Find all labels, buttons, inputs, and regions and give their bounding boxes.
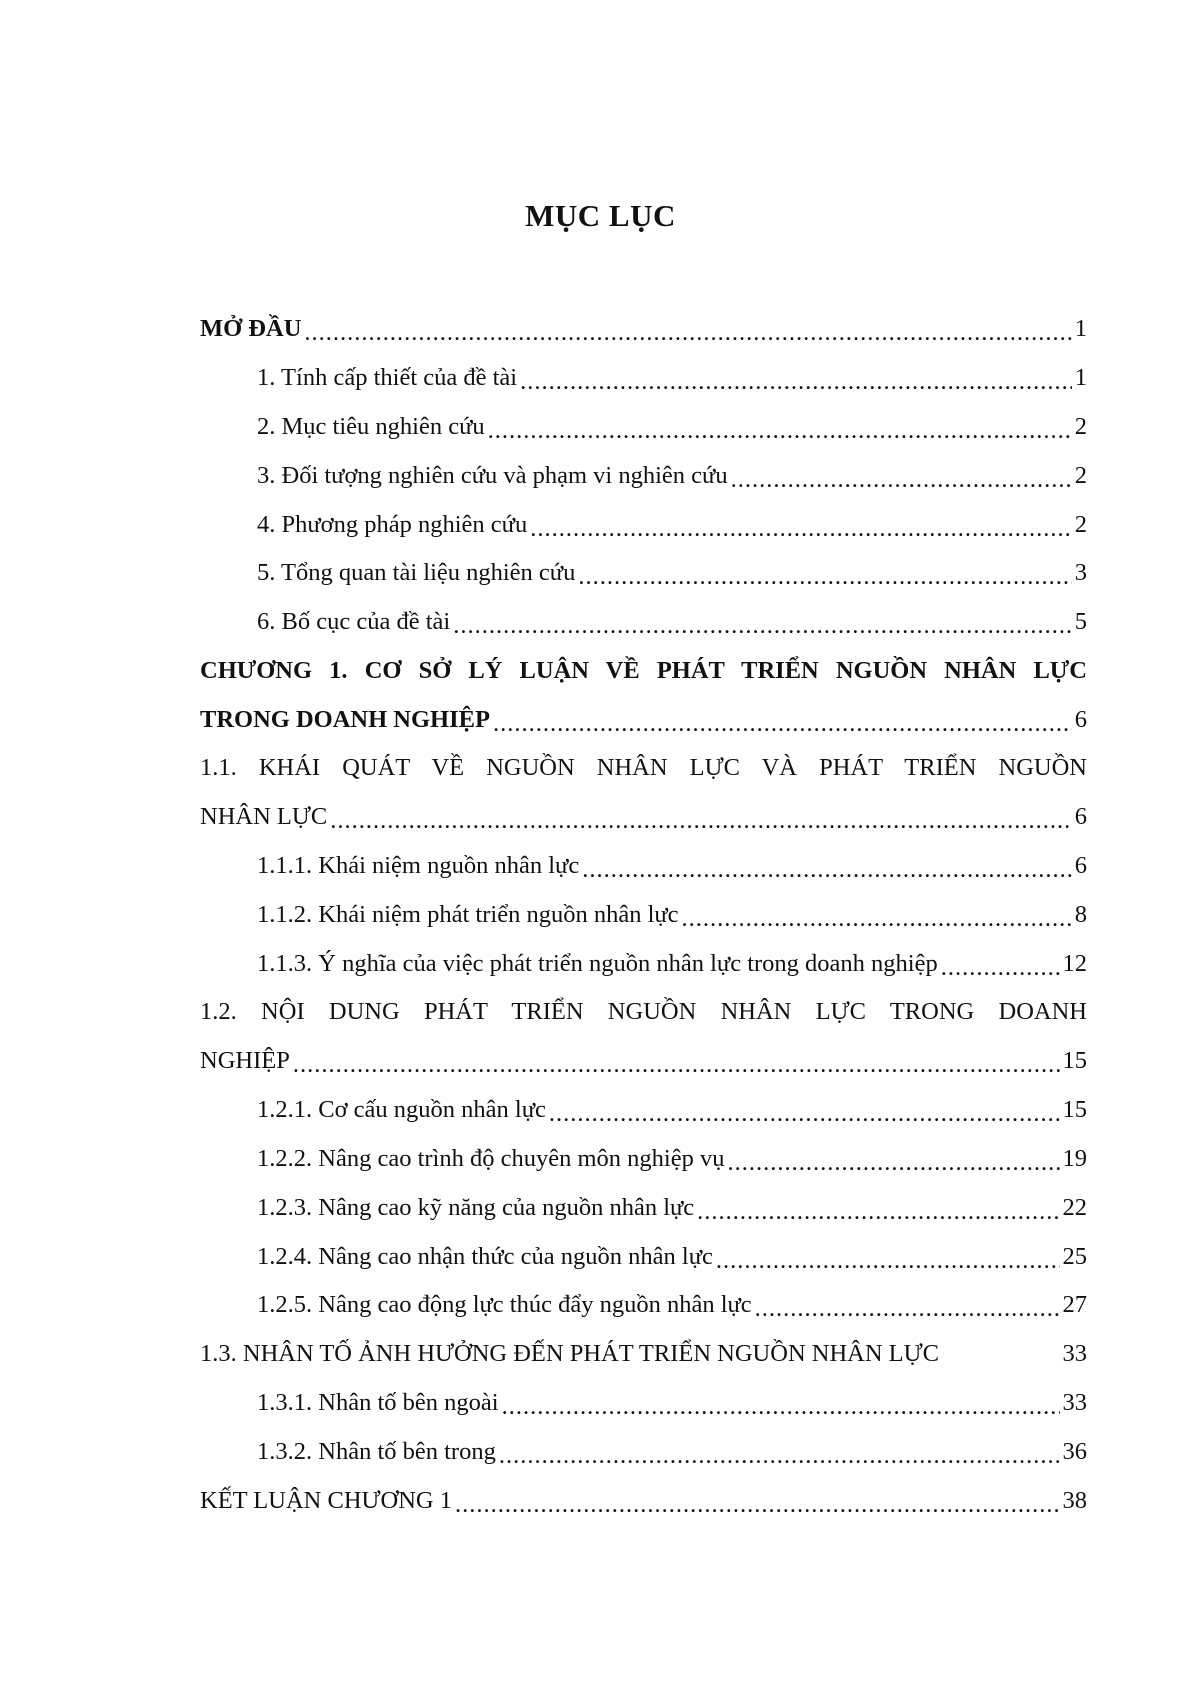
toc-page-number: 15 (1062, 1096, 1087, 1124)
dot-leader (755, 1295, 1060, 1323)
toc-entry-text: CHƯƠNG 1. CƠ SỞ LÝ LUẬN VỀ PHÁT TRIỂN NGUỒN NHÂN LỰC (200, 656, 1087, 684)
toc-entry-section-1-1 (200, 793, 1087, 842)
dot-leader (549, 1100, 1060, 1128)
dot-leader (330, 807, 1072, 835)
toc-entry-text: TRONG DOANH NGHIỆP (200, 705, 490, 733)
toc-entry-text: 1.2.5. Nâng cao động lực thúc đẩy nguồn nhân lực (257, 1291, 752, 1319)
toc-page-number: 2 (1074, 461, 1087, 489)
toc-entry-text: 1.3.1. Nhân tố bên ngoài (257, 1388, 499, 1416)
toc-entry-text: 1.2. NỘI DUNG PHÁT TRIỂN NGUỒN NHÂN LỰC TRONG DOANH (200, 998, 1087, 1026)
toc-page-number: 38 (1062, 1486, 1087, 1514)
toc-entry (200, 403, 1087, 452)
toc-entry-text: 1.3.2. Nhân tố bên trong (257, 1437, 496, 1465)
toc-entry (200, 1183, 1087, 1232)
toc-entry (200, 891, 1087, 940)
toc-entry-text: 1.1.1. Khái niệm nguồn nhân lực (257, 852, 580, 880)
toc-page-number: 22 (1062, 1193, 1087, 1221)
dot-leader (582, 856, 1072, 884)
toc-entry-text: 1.2.3. Nâng cao kỹ năng của nguồn nhân lực (257, 1193, 695, 1221)
dot-leader (293, 1051, 1060, 1079)
toc-entry-text: 4. Phương pháp nghiên cứu (257, 510, 528, 538)
toc-entry (200, 500, 1087, 549)
toc-page-number: 3 (1074, 559, 1087, 587)
toc-page-number: 6 (1074, 852, 1087, 880)
toc-page-number: 25 (1062, 1242, 1087, 1270)
dot-leader (520, 368, 1072, 396)
toc-page-number: 1 (1074, 315, 1087, 343)
toc-entry (200, 1232, 1087, 1281)
toc-entry (200, 549, 1087, 598)
toc-page-number: 1 (1074, 364, 1087, 392)
toc-page-number: 15 (1062, 1047, 1087, 1075)
toc-entry-text: 2. Mục tiêu nghiên cứu (257, 412, 485, 440)
dot-leader (697, 1198, 1059, 1226)
page-title: MỤC LỤC (525, 198, 676, 233)
toc-page-number: 19 (1062, 1144, 1087, 1172)
dot-leader (455, 1491, 1060, 1519)
toc-page-number: 6 (1074, 705, 1087, 733)
toc-entry-text: MỞ ĐẦU (200, 315, 302, 343)
toc-page-number: 2 (1074, 412, 1087, 440)
toc-entry-text: 1.1.2. Khái niệm phát triển nguồn nhân lực (257, 900, 679, 928)
toc-section-heading (200, 744, 1087, 793)
table-of-contents (200, 305, 1087, 1525)
toc-section-heading (200, 988, 1087, 1037)
toc-chapter-heading (200, 647, 1087, 696)
toc-entry-text: KẾT LUẬN CHƯƠNG 1 (200, 1486, 452, 1514)
dot-leader (502, 1393, 1060, 1421)
toc-entry-chapter-1 (200, 695, 1087, 744)
dot-leader (727, 1149, 1059, 1177)
toc-page-number: 36 (1062, 1437, 1087, 1465)
toc-entry-text: NHÂN LỰC (200, 803, 328, 831)
toc-entry (200, 1135, 1087, 1184)
toc-entry-section-1-3 (200, 1330, 1087, 1379)
dot-leader (493, 710, 1072, 738)
toc-page-number: 27 (1062, 1291, 1087, 1319)
dot-leader (488, 417, 1072, 445)
toc-entry (200, 842, 1087, 891)
dot-leader (453, 612, 1072, 640)
toc-entry-text: 1.2.2. Nâng cao trình độ chuyên môn nghiệp vụ (257, 1144, 725, 1172)
dot-leader (578, 563, 1071, 591)
toc-entry-text: 1.2.1. Cơ cấu nguồn nhân lực (257, 1096, 546, 1124)
toc-page-number: 6 (1074, 803, 1087, 831)
dot-leader (716, 1247, 1060, 1275)
toc-entry-mo-dau (200, 305, 1087, 354)
dot-leader (731, 466, 1072, 494)
dot-leader (682, 905, 1072, 933)
toc-entry (200, 1427, 1087, 1476)
toc-entry-text: NGHIỆP (200, 1047, 290, 1075)
toc-page-number: 33 (1062, 1388, 1087, 1416)
toc-entry-text: 1.3. NHÂN TỐ ẢNH HƯỞNG ĐẾN PHÁT TRIỂN NGUỒN NHÂN LỰC (200, 1340, 939, 1368)
dot-leader (499, 1442, 1060, 1470)
toc-entry (200, 939, 1087, 988)
toc-page-number: 5 (1074, 608, 1087, 636)
toc-entry-text: 1.1.3. Ý nghĩa của việc phát triển nguồn nhân lực trong doanh nghiệp (257, 949, 938, 977)
toc-entry (200, 354, 1087, 403)
toc-page-number: 8 (1074, 900, 1087, 928)
toc-entry (200, 451, 1087, 500)
toc-page-number: 2 (1074, 510, 1087, 538)
toc-page-number: 33 (1062, 1340, 1087, 1368)
toc-entry-text: 5. Tổng quan tài liệu nghiên cứu (257, 559, 576, 587)
toc-entry (200, 1086, 1087, 1135)
toc-entry-ket-luan (200, 1476, 1087, 1525)
toc-entry (200, 1281, 1087, 1330)
toc-entry-section-1-2 (200, 1037, 1087, 1086)
toc-page-number: 12 (1062, 949, 1087, 977)
toc-entry-text: 3. Đối tượng nghiên cứu và phạm vi nghiên cứu (257, 461, 728, 489)
dot-leader (304, 319, 1071, 347)
dot-leader (941, 954, 1060, 982)
toc-entry-text: 1.2.4. Nâng cao nhận thức của nguồn nhân lực (257, 1242, 713, 1270)
toc-entry-text: 1.1. KHÁI QUÁT VỀ NGUỒN NHÂN LỰC VÀ PHÁT TRIỂN NGUỒN (200, 754, 1087, 782)
toc-entry-text: 1. Tính cấp thiết của đề tài (257, 364, 518, 392)
toc-entry (200, 598, 1087, 647)
toc-entry-text: 6. Bố cục của đề tài (257, 608, 451, 636)
dot-leader (530, 515, 1072, 543)
toc-entry (200, 1379, 1087, 1428)
